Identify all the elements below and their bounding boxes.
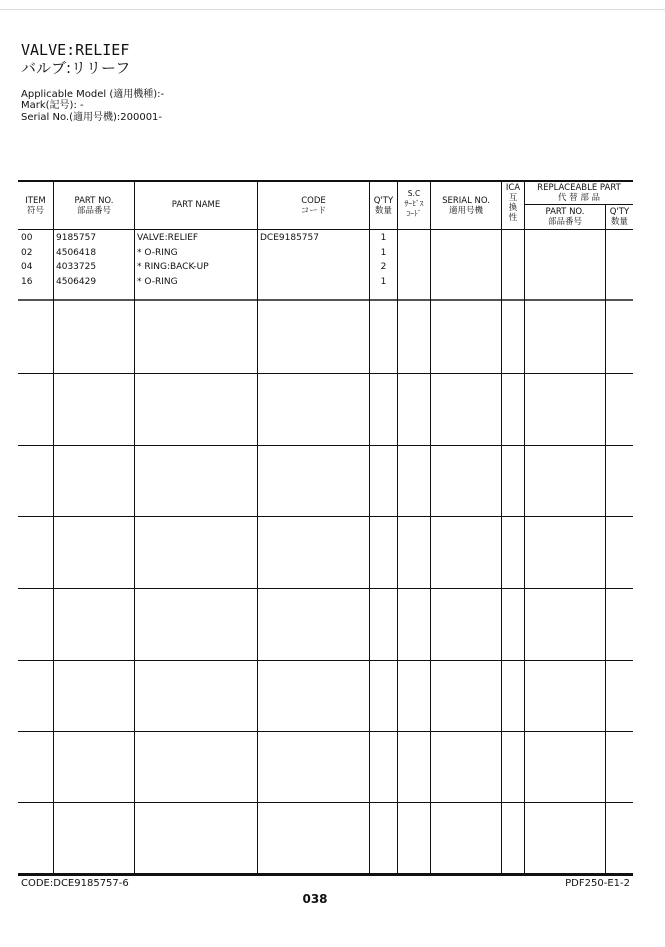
table-cell-part-name: * O-RING [137,247,178,258]
part-no-column [56,231,96,289]
serial-number: Serial No.(適用号機):200001- [21,112,163,123]
header-serial-no: SERIAL NO. 適用号機 [442,196,490,216]
table-cell-item: 00 [21,233,33,243]
mark: Mark(記号): - [21,100,84,111]
replaceable-subdivider [524,204,633,205]
header-part-no: PART NO. 部品番号 [74,196,114,216]
header-service-code: S.C ｻｰﾋﾞｽ ｺｰﾄﾞ [404,189,424,218]
title-japanese: バルブ:リリーフ [21,59,131,77]
column-divider [605,204,606,874]
table-cell-item: 04 [21,262,33,272]
row-divider [18,731,633,732]
header-divider [18,229,633,230]
table-cell-part-no: 4506429 [56,276,97,287]
table-cell-part-name: * RING:BACK-UP [137,262,209,272]
column-divider [397,181,398,874]
footer-code: CODE:DCE9185757-6 [21,878,129,889]
header-replaceable-qty: Q'TY 数量 [609,207,630,227]
header-item: ITEM 符号 [25,196,46,216]
table-cell-part-name: * O-RING [137,276,178,287]
table-bottom-border [18,873,633,876]
table-cell-qty: 1 [380,233,387,243]
table-cell-part-name: VALVE:RELIEF [137,233,199,243]
row-divider [18,445,633,446]
code-column [260,231,319,289]
item-column [21,231,32,289]
table-cell-part-no: 4033725 [56,262,97,272]
data-block-border [18,299,633,301]
column-divider [524,181,525,874]
table-cell-code [260,275,319,290]
header-ica: ICA 互 換 性 [505,183,521,223]
table-cell-code [260,260,319,275]
qty-column [370,231,397,289]
column-divider [501,181,502,874]
table-cell-part-no: 4506418 [56,247,97,258]
page-number: 038 [302,892,328,906]
table-cell-qty: 2 [380,262,387,272]
table-cell-part-no: 9185757 [56,233,97,243]
table-cell-qty: 1 [380,247,387,258]
table-cell-code: DCE9185757 [260,233,319,243]
table-cell-code [260,246,319,261]
header-code: CODE コード [300,196,327,216]
column-divider [134,181,135,874]
header-replaceable-part-no: PART NO. 部品番号 [545,207,585,227]
applicable-model: Applicable Model (適用機種):- [21,89,165,100]
table-cell-qty: 1 [380,276,387,287]
table-top-border [18,180,633,182]
row-divider [18,802,633,803]
row-divider [18,373,633,374]
table-cell-item: 16 [21,276,33,287]
header-part-name: PART NAME [171,200,221,210]
column-divider [430,181,431,874]
part-name-column [137,231,209,289]
table-cell-item: 02 [21,247,33,258]
row-divider [18,660,633,661]
row-divider [18,588,633,589]
header-replaceable-part: REPLACEABLE PART 代 替 部 品 [537,183,621,203]
footer-doc-ref: PDF250-E1-2 [565,878,630,889]
top-border [0,9,665,10]
column-divider [53,181,54,874]
header-qty: Q'TY 数量 [373,196,394,216]
column-divider [257,181,258,874]
row-divider [18,516,633,517]
title-english: VALVE:RELIEF [21,41,130,59]
